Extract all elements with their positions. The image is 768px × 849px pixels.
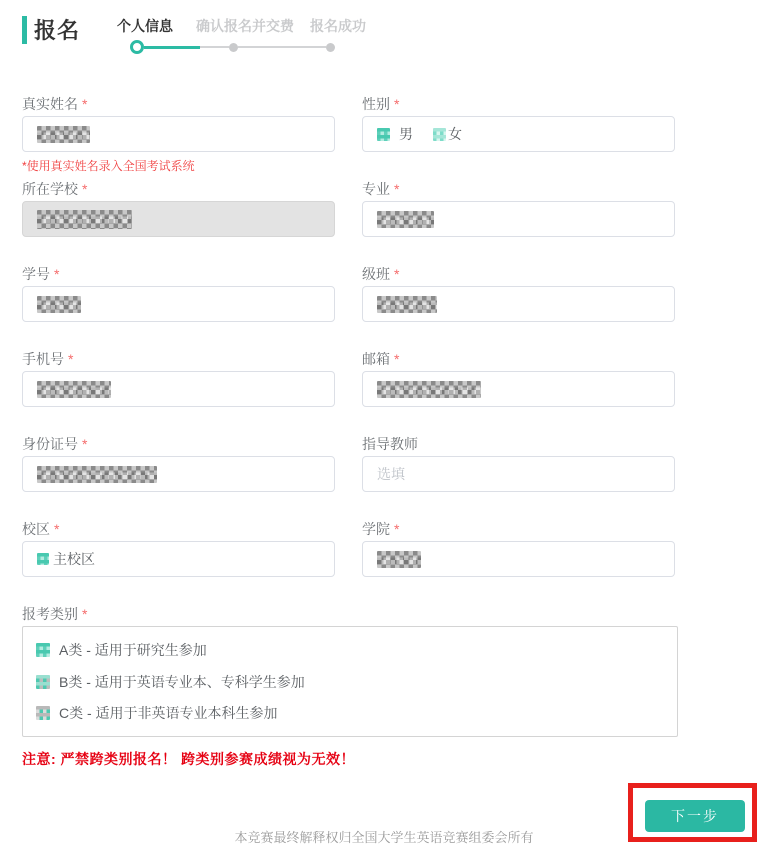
major-masked-value [377, 211, 434, 228]
category-b-label: B类 - 适用于英语专业本、专科学生参加 [59, 673, 305, 690]
campus-label: 校区 * [22, 521, 60, 537]
category-option-b[interactable] [36, 672, 664, 692]
step-1-active-dot-icon [130, 40, 144, 54]
checkbox-category-c-icon[interactable] [36, 706, 50, 720]
category-label: 报考类别 * [22, 606, 88, 622]
category-option-a[interactable] [36, 640, 664, 660]
field-major [362, 182, 675, 267]
email-masked-value [377, 381, 481, 398]
real-name-hint: *使用真实姓名录入全国考试系统 [22, 159, 195, 173]
category-option-c[interactable] [36, 703, 664, 723]
progress-line-inactive-2 [238, 46, 326, 48]
field-class [362, 267, 675, 352]
checkbox-category-a-icon[interactable] [36, 643, 50, 657]
field-email [362, 352, 675, 437]
real-name-label: 真实姓名 * [22, 96, 88, 112]
required-asterisk: * [394, 181, 400, 197]
required-asterisk: * [394, 266, 400, 282]
step-3-dot-icon [326, 43, 335, 52]
field-campus [22, 522, 335, 607]
class-label: 级班 * [362, 266, 400, 282]
field-id-number [22, 437, 335, 522]
advisor-label: 指导教师 [362, 436, 418, 452]
school-masked-value [37, 210, 132, 229]
student-id-input[interactable] [22, 286, 335, 322]
required-asterisk: * [54, 521, 60, 537]
field-phone [22, 352, 335, 437]
college-label: 学院 * [362, 521, 400, 537]
phone-masked-value [37, 381, 111, 398]
gender-female-label: 女 [448, 126, 462, 142]
step-2-dot-icon [229, 43, 238, 52]
footer-disclaimer: 本竞赛最终解释权归全国大学生英语竞赛组委会所有 [234, 830, 534, 845]
real-name-input[interactable] [22, 116, 335, 152]
field-category [22, 606, 675, 767]
category-c-label: C类 - 适用于非英语专业本科生参加 [59, 704, 278, 721]
email-input[interactable] [362, 371, 675, 407]
step-success: 报名成功 [310, 18, 366, 34]
page-title: 报名 [34, 18, 81, 43]
class-masked-value [377, 296, 437, 313]
required-asterisk: * [82, 96, 88, 112]
campus-option-main[interactable] [37, 549, 95, 569]
gender-option-male[interactable] [377, 124, 413, 144]
field-school [22, 182, 335, 267]
class-input[interactable] [362, 286, 675, 322]
progress-line-inactive-1 [200, 46, 229, 48]
required-asterisk: * [394, 351, 400, 367]
category-a-label: A类 - 适用于研究生参加 [59, 642, 207, 659]
gender-label: 性别 * [362, 96, 400, 112]
major-input[interactable] [362, 201, 675, 237]
major-label: 专业 * [362, 181, 400, 197]
step-personal-info: 个人信息 [117, 18, 173, 34]
student-id-masked-value [37, 296, 81, 313]
title-accent-bar [22, 16, 27, 44]
advisor-input[interactable] [362, 456, 675, 492]
required-asterisk: * [68, 351, 74, 367]
category-options-box [22, 626, 678, 737]
field-student-id [22, 267, 335, 352]
step-confirm-pay: 确认报名并交费 [196, 18, 294, 34]
id-number-input[interactable] [22, 456, 335, 492]
field-real-name [22, 97, 335, 182]
field-advisor [362, 437, 675, 522]
gender-input-box [362, 116, 675, 152]
required-asterisk: * [54, 266, 60, 282]
campus-option-label: 主校区 [53, 551, 95, 567]
required-asterisk: * [82, 606, 88, 622]
student-id-label: 学号 * [22, 266, 60, 282]
college-masked-value [377, 551, 421, 568]
school-label: 所在学校 * [22, 181, 88, 197]
required-asterisk: * [82, 436, 88, 452]
field-gender [362, 97, 675, 182]
registration-form [22, 96, 675, 767]
id-number-label: 身份证号 * [22, 436, 88, 452]
email-label: 邮箱 * [362, 351, 400, 367]
campus-input-box [22, 541, 335, 577]
phone-label: 手机号 * [22, 351, 74, 367]
required-asterisk: * [394, 521, 400, 537]
gender-option-female[interactable] [433, 124, 462, 144]
checkbox-female-icon[interactable] [433, 128, 446, 141]
required-asterisk: * [394, 96, 400, 112]
checkbox-campus-icon[interactable] [37, 553, 49, 565]
category-warning-note: 注意: 严禁跨类别报名！ 跨类别参赛成绩视为无效！ [22, 751, 355, 767]
gender-male-label: 男 [399, 126, 413, 142]
school-input-disabled [22, 201, 335, 237]
progress-line-active [144, 46, 200, 49]
field-college [362, 522, 675, 607]
required-asterisk: * [82, 181, 88, 197]
real-name-masked-value [37, 126, 90, 143]
id-number-masked-value [37, 466, 157, 483]
next-step-button[interactable]: 下一步 [645, 800, 745, 832]
phone-input[interactable] [22, 371, 335, 407]
checkbox-category-b-icon[interactable] [36, 675, 50, 689]
checkbox-male-icon[interactable] [377, 128, 390, 141]
college-input[interactable] [362, 541, 675, 577]
